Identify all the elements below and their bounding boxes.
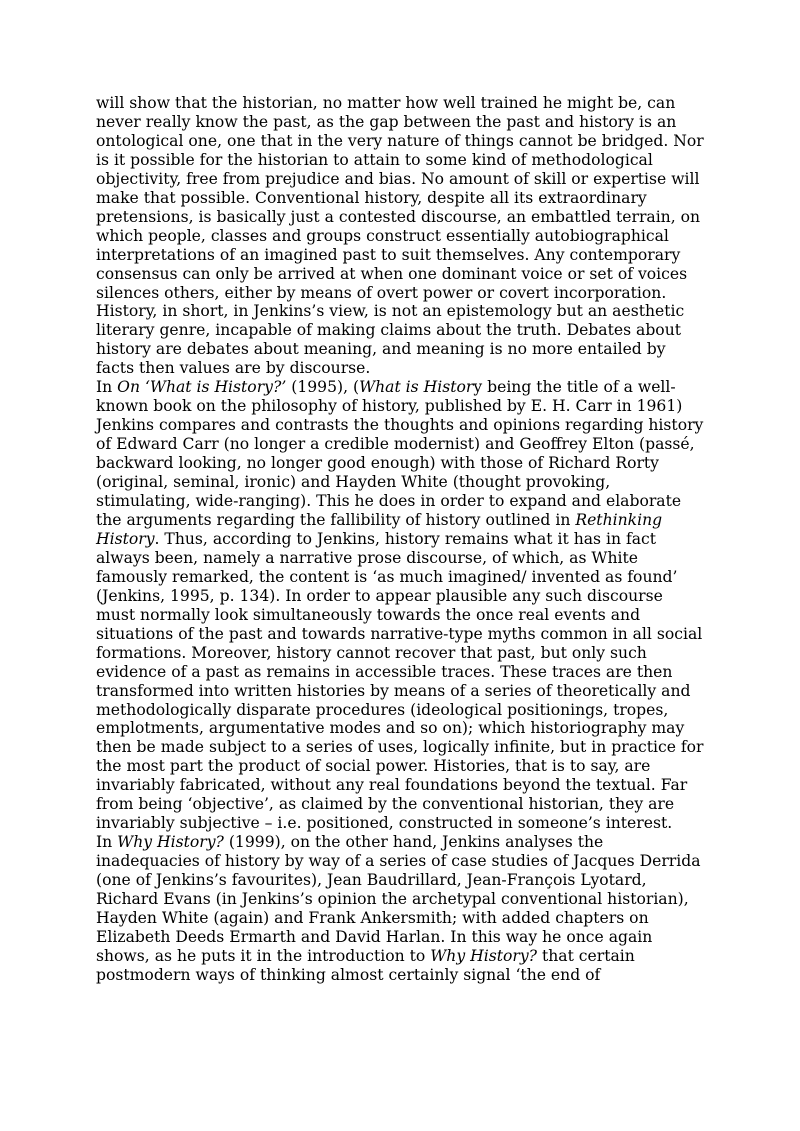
book-title: Why History? — [117, 833, 224, 852]
paragraph — [96, 833, 706, 985]
book-title: What is Histor — [359, 378, 474, 397]
book-title: On ‘What is History?’ — [117, 378, 287, 397]
document-body — [96, 94, 706, 985]
text-segment: . Thus, according to Jenkins, history remains what it has in fact always been, namely a narrative prose discourse, of which, as White famously remarked, the content is ‘as much imagined/ invented as found’ (Jenkins, 1995, p. 134). In order to appear plausible any such discourse must normally look simultaneously towards the once real events and situations of the past and towards narrative-type myths common in all social formations. Moreover, history cannot recover that past, but only such evidence of a past as remains in accessible traces. These traces are then transformed into written histories by means of a series of theoretically and methodologically disparate procedures (ideological positionings, tropes, emplotments, argumentative modes and so on); which historiography may then be made subject to a series of uses, logically infinite, but in practice for the most part the product of social power. Histories, that is to say, are invariably fabricated, without any real foundations beyond the textual. Far from being ‘objective’, as claimed by the conventional historian, they are invariably subjective – i.e. positioned, constructed in someone’s interest. — [96, 529, 704, 833]
text-segment: (1995), ( — [286, 378, 360, 397]
text-segment: y being the title of a well-known book on the philosophy of history, published by E. H. Carr in 1961) Jenkins compares and contrasts the thoughts and opinions regarding history of Edward Carr (no longer a credible modernist) and Geoffrey Elton (passé, backward looking, no longer good enough) with those of Richard Rorty (original, seminal, ironic) and Hayden White (thought provoking, stimulating, wide-ranging). This he does in order to expand and elaborate the arguments regarding the fallibility of history outlined in — [96, 378, 704, 529]
text-segment: will show that the historian, no matter how well trained he might be, can never really know the past, as the gap between the past and history is an ontological one, one that in the very nature of things cannot be bridged. Nor is it possible for the historian to attain to some kind of methodological objectivity, free from prejudice and bias. No amount of skill or expertise will make that possible. Conventional history, despite all its extraordinary pretensions, is basically just a contested discourse, an embattled terrain, on which people, classes and groups construct essentially autobiographical interpretations of an imagined past to suit themselves. Any contemporary consensus can only be arrived at when one dominant voice or set of voices silences others, either by means of overt power or covert incorporation. History, in short, in Jenkins’s view, is not an epistemology but an aesthetic literary genre, incapable of making claims about the truth. Debates about history are debates about meaning, and meaning is no more entailed by facts then values are by discourse. — [96, 94, 704, 378]
text-segment: that certain postmodern ways of thinking almost certainly signal ‘the end of — [96, 946, 635, 984]
paragraph — [96, 378, 706, 833]
book-title: Why History? — [430, 946, 537, 965]
book-title: Rethinking History — [96, 510, 663, 548]
text-segment: In — [96, 378, 118, 397]
text-segment: (1999), on the other hand, Jenkins analyses the inadequacies of history by way of a series of case studies of Jacques Derrida (one of Jenkins’s favourites), Jean Baudrillard, Jean-François Lyotard, Richard Evans (in Jenkins’s opinion the archetypal conventional historian), Hayden White (again) and Frank Ankersmith; with added chapters on Elizabeth Deeds Ermarth and David Harlan. In this way he once again shows, as he puts it in the introduction to — [96, 833, 701, 965]
paragraph — [96, 94, 706, 378]
text-segment: In — [96, 833, 118, 852]
